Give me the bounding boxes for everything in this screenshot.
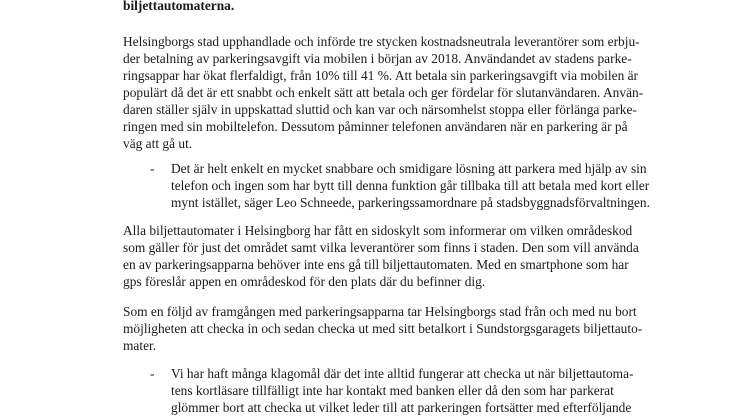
paragraph-line: Alla biljettautomater i Helsingborg har fått en sidoskylt som informerar om vilken områdeskod	[123, 223, 633, 238]
paragraph-line: populärt då det är ett snabbt och enkelt sätt att betala och ger fördelar för slutanvändaren. Använ-	[123, 85, 644, 100]
quote-line: Vi har haft många klagomål där det inte alltid fungerar att checka ut när biljettautoma-	[171, 366, 634, 381]
quote-line: Det är helt enkelt en mycket snabbare och smidigare lösning att parkera med hjälp av sin	[171, 161, 647, 176]
paragraph-line: ringsappar har ökat flerfaldigt, från 10% till 41 %. Att betala sin parkeringsavgift via mobilen är	[123, 68, 639, 83]
paragraph-line: ringen med sin mobiltelefon. Dessutom påminner telefonen användaren när en parkering är på	[123, 119, 628, 134]
paragraph-line: Helsingborgs stad upphandlade och införde tre stycken kostnadsneutrala leverantörer som erbju-	[123, 34, 640, 49]
quote-dash: -	[150, 161, 155, 176]
quote-line: telefon och ingen som har bytt till denna funktion går tillbaka till att betala med kort eller	[171, 178, 650, 193]
paragraph-line: daren ställer själv in uppskattad sluttid och kan var och närsomhelst stoppa eller förlänga parke-	[123, 102, 637, 117]
heading-tail: biljettautomaterna.	[123, 0, 235, 13]
paragraph-line: mater.	[123, 338, 157, 353]
quote-line: tens kortläsare tillfälligt inte har kontakt med banken eller då den som har parkerat	[171, 383, 614, 398]
quote-line: mynt istället, säger Leo Schneede, parkeringssamordnare på stadsbyggnadsförvaltningen.	[171, 195, 650, 210]
paragraph-line: gps föreslår appen en områdeskod för den plats där du befinner dig.	[123, 274, 486, 289]
paragraph-line: der betalning av parkeringsavgift via mobilen i början av 2018. Användandet av stadens parke-	[123, 51, 632, 66]
paragraph-line: som gäller för just det området samt vilka leverantörer som finns i staden. Den som vill använda	[123, 240, 639, 255]
quote-dash: -	[150, 366, 155, 381]
paragraph-line: väg att gå ut.	[123, 136, 193, 151]
paragraph-line: en av parkeringsapparna behöver inte ens gå till biljettautomaten. Med en smartphone som har	[123, 257, 629, 272]
paragraph-line: möjligheten att checka in och sedan checka ut med sitt betalkort i Sundstorgsgaragets biljettauto-	[123, 321, 643, 336]
paragraph-line: Som en följd av framgången med parkeringsapparna tar Helsingborgs stad från och med nu bort	[123, 304, 637, 319]
quote-line: glömmer bort att checka ut vilket leder till att parkeringen fortsätter med efterföljande	[171, 400, 632, 415]
